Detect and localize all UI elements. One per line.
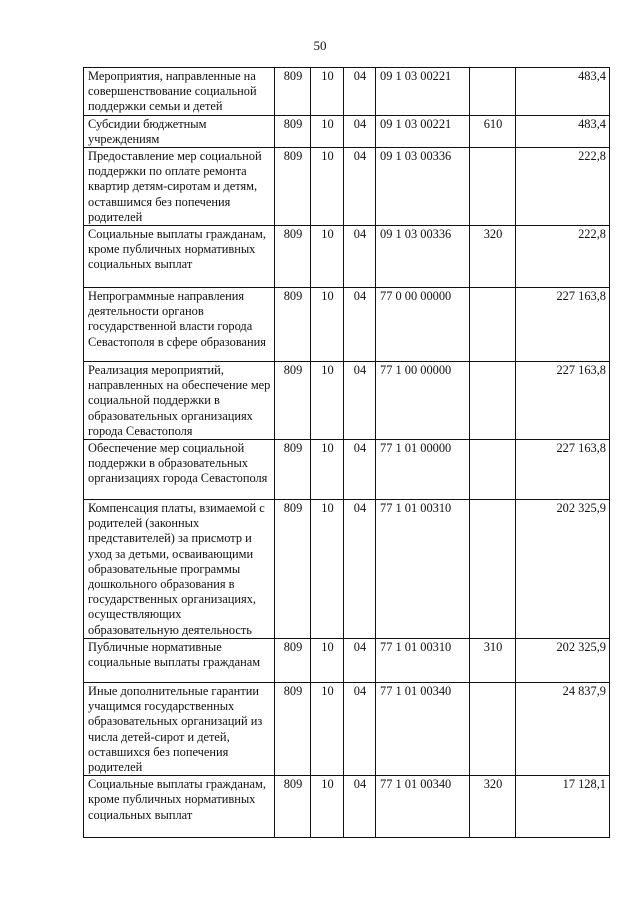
target-article: 09 1 03 00221 bbox=[376, 68, 470, 116]
ministry-code: 809 bbox=[275, 288, 311, 362]
ministry-code: 809 bbox=[275, 115, 311, 147]
table-row bbox=[84, 226, 610, 288]
section-code: 10 bbox=[311, 288, 344, 362]
row-name: Иные дополнительные гарантии учащимся государственных образовательных организаций из числа детей-сирот и детей, оставшихся без попечения родителей bbox=[84, 683, 275, 776]
expense-type bbox=[470, 440, 516, 500]
subsection-code: 04 bbox=[344, 639, 376, 683]
expense-type: 610 bbox=[470, 115, 516, 147]
target-article: 77 1 01 00000 bbox=[376, 440, 470, 500]
table-row bbox=[84, 776, 610, 838]
row-name: Предоставление мер социальной поддержки по оплате ремонта квартир детям-сиротам и детям, оставшимся без попечения родителей bbox=[84, 148, 275, 226]
row-name: Мероприятия, направленные на совершенствование социальной поддержки семьи и детей bbox=[84, 68, 275, 116]
expense-type bbox=[470, 683, 516, 776]
target-article: 77 1 01 00310 bbox=[376, 639, 470, 683]
table-row bbox=[84, 115, 610, 147]
section-code: 10 bbox=[311, 500, 344, 639]
target-article: 09 1 03 00221 bbox=[376, 115, 470, 147]
target-article: 09 1 03 00336 bbox=[376, 148, 470, 226]
target-article: 77 1 01 00340 bbox=[376, 776, 470, 838]
ministry-code: 809 bbox=[275, 440, 311, 500]
table-row bbox=[84, 148, 610, 226]
ministry-code: 809 bbox=[275, 776, 311, 838]
subsection-code: 04 bbox=[344, 362, 376, 440]
expense-type bbox=[470, 148, 516, 226]
table-row bbox=[84, 440, 610, 500]
row-name: Социальные выплаты гражданам, кроме публичных нормативных социальных выплат bbox=[84, 226, 275, 288]
row-name: Компенсация платы, взимаемой с родителей (законных представителей) за присмотр и уход за детьми, осваивающими образовательные программы дошкольного образования в государственных организациях, осуществляющих образовательную деятельность bbox=[84, 500, 275, 639]
subsection-code: 04 bbox=[344, 68, 376, 116]
expense-type bbox=[470, 68, 516, 116]
amount: 227 163,8 bbox=[516, 288, 610, 362]
ministry-code: 809 bbox=[275, 148, 311, 226]
expense-type bbox=[470, 500, 516, 639]
target-article: 77 1 01 00310 bbox=[376, 500, 470, 639]
row-name: Субсидии бюджетным учреждениям bbox=[84, 115, 275, 147]
row-name: Социальные выплаты гражданам, кроме публичных нормативных социальных выплат bbox=[84, 776, 275, 838]
subsection-code: 04 bbox=[344, 776, 376, 838]
target-article: 77 1 01 00340 bbox=[376, 683, 470, 776]
target-article: 77 1 00 00000 bbox=[376, 362, 470, 440]
expense-type: 320 bbox=[470, 226, 516, 288]
table-row bbox=[84, 288, 610, 362]
amount: 222,8 bbox=[516, 226, 610, 288]
ministry-code: 809 bbox=[275, 500, 311, 639]
subsection-code: 04 bbox=[344, 148, 376, 226]
target-article: 77 0 00 00000 bbox=[376, 288, 470, 362]
amount: 222,8 bbox=[516, 148, 610, 226]
ministry-code: 809 bbox=[275, 683, 311, 776]
amount: 202 325,9 bbox=[516, 500, 610, 639]
ministry-code: 809 bbox=[275, 68, 311, 116]
table-row bbox=[84, 68, 610, 116]
subsection-code: 04 bbox=[344, 115, 376, 147]
amount: 17 128,1 bbox=[516, 776, 610, 838]
table-row bbox=[84, 683, 610, 776]
amount: 24 837,9 bbox=[516, 683, 610, 776]
ministry-code: 809 bbox=[275, 362, 311, 440]
table-row bbox=[84, 639, 610, 683]
amount: 227 163,8 bbox=[516, 440, 610, 500]
page-number: 50 bbox=[313, 38, 327, 53]
amount: 483,4 bbox=[516, 68, 610, 116]
row-name: Обеспечение мер социальной поддержки в образовательных организациях города Севастополя bbox=[84, 440, 275, 500]
section-code: 10 bbox=[311, 776, 344, 838]
budget-table bbox=[83, 67, 610, 838]
section-code: 10 bbox=[311, 362, 344, 440]
row-name: Непрограммные направления деятельности органов государственной власти города Севастополя в сфере образования bbox=[84, 288, 275, 362]
subsection-code: 04 bbox=[344, 226, 376, 288]
amount: 202 325,9 bbox=[516, 639, 610, 683]
ministry-code: 809 bbox=[275, 226, 311, 288]
subsection-code: 04 bbox=[344, 500, 376, 639]
section-code: 10 bbox=[311, 639, 344, 683]
amount: 227 163,8 bbox=[516, 362, 610, 440]
section-code: 10 bbox=[311, 68, 344, 116]
subsection-code: 04 bbox=[344, 288, 376, 362]
expense-type bbox=[470, 362, 516, 440]
section-code: 10 bbox=[311, 115, 344, 147]
table-row bbox=[84, 500, 610, 639]
amount: 483,4 bbox=[516, 115, 610, 147]
section-code: 10 bbox=[311, 148, 344, 226]
row-name: Публичные нормативные социальные выплаты гражданам bbox=[84, 639, 275, 683]
expense-type bbox=[470, 288, 516, 362]
subsection-code: 04 bbox=[344, 440, 376, 500]
expense-type: 310 bbox=[470, 639, 516, 683]
section-code: 10 bbox=[311, 440, 344, 500]
row-name: Реализация мероприятий, направленных на обеспечение мер социальной поддержки в образовательных организациях города Севастополя bbox=[84, 362, 275, 440]
section-code: 10 bbox=[311, 226, 344, 288]
expense-type: 320 bbox=[470, 776, 516, 838]
ministry-code: 809 bbox=[275, 639, 311, 683]
section-code: 10 bbox=[311, 683, 344, 776]
table-row bbox=[84, 362, 610, 440]
subsection-code: 04 bbox=[344, 683, 376, 776]
target-article: 09 1 03 00336 bbox=[376, 226, 470, 288]
